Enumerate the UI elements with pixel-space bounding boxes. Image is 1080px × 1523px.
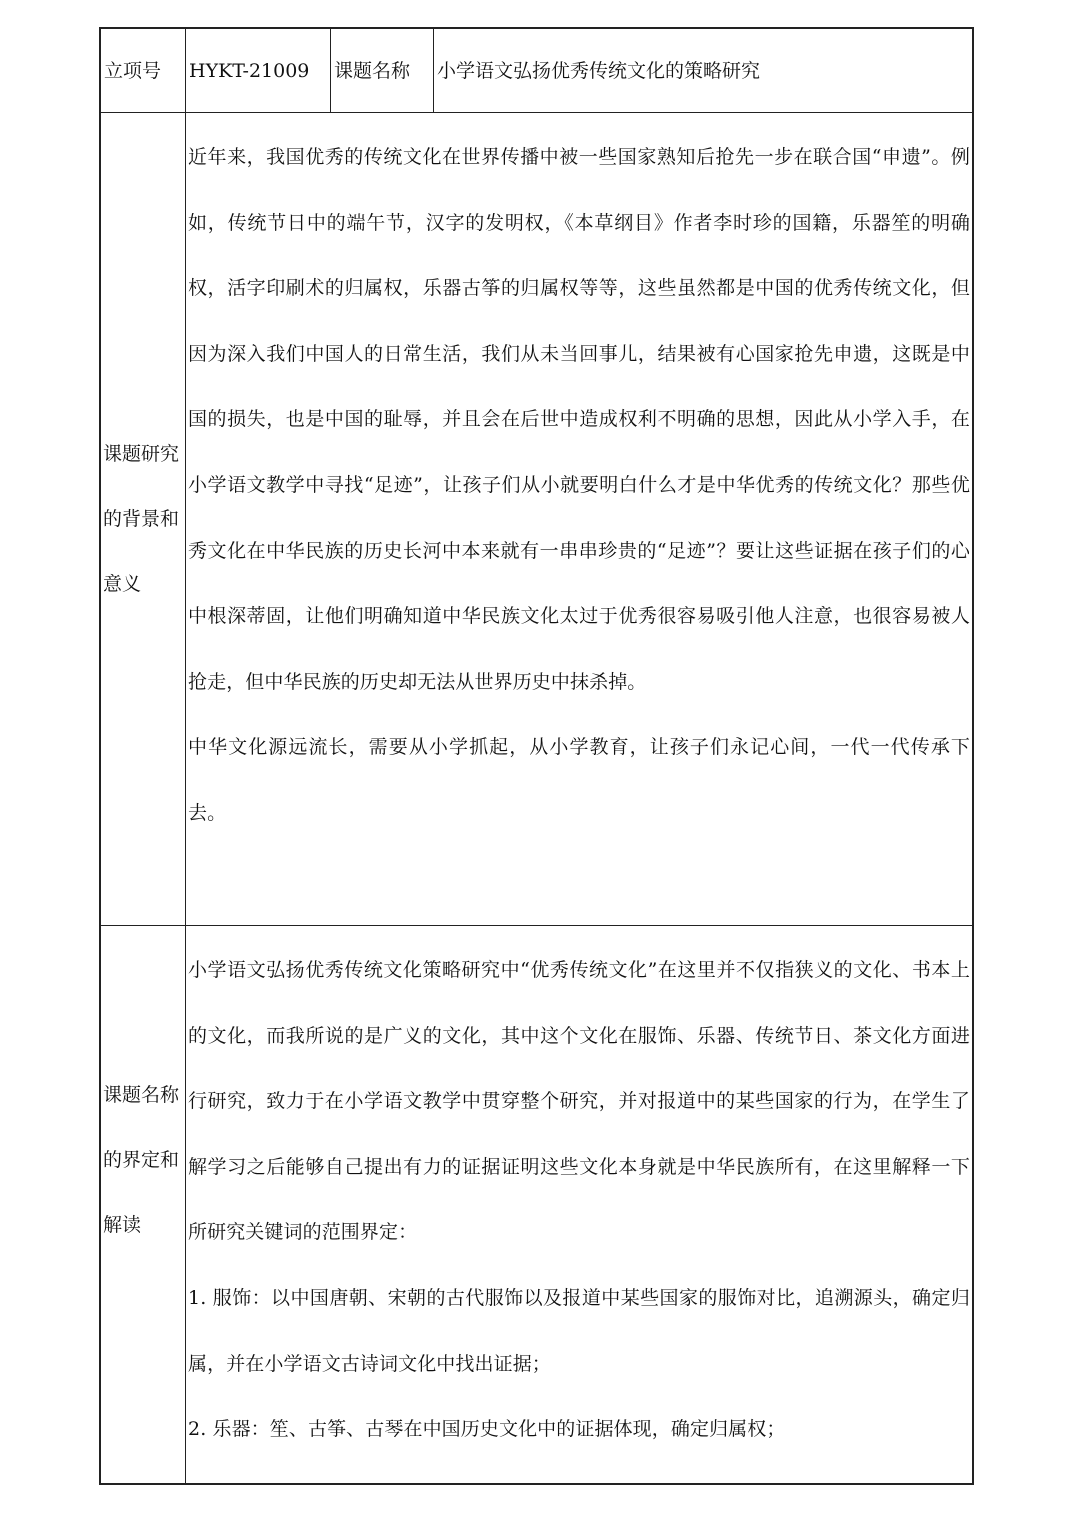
background-label: 课题研究的背景和意义 xyxy=(103,442,180,595)
definition-label: 课题名称的界定和解读 xyxy=(103,1084,180,1236)
project-table xyxy=(99,27,974,1485)
background-label-cell xyxy=(101,113,185,925)
background-content xyxy=(185,113,972,925)
background-paragraph-1: 近年来，我国优秀的传统文化在世界传播中被一些国家熟知后抢先一步在联合国“申遗”。例如，传统节日中的端午节，汉字的发明权，《本草纲目》作者李时珍的国籍，乐器笙的明确权，活字印刷术的归属权，乐器古筝的归属权等等，这些虽然都是中国的优秀传统文化，但因为深入我们中国人的日常生活，我们从未当回事儿，结果被有心国家抢先申遗，这既是中国的损失，也是中国的耻辱，并且会在后世中造成权利不明确的思想，因此从小学入手，在小学语文教学中寻找“足迹”，让孩子们从小就要明白什么才是中华优秀的传统文化？那些优秀文化在中华民族的历史长河中本来就有一串串珍贵的“足迹”？要让这些证据在孩子们的心中根深蒂固，让他们明确知道中华民族文化太过于优秀很容易吸引他人注意，也很容易被人抢走，但中华民族的历史却无法从世界历史中抹杀掉。 xyxy=(188,146,970,693)
definition-row xyxy=(101,925,972,1483)
topic-name-label: 课题名称 xyxy=(330,29,433,112)
topic-name-value: 小学语文弘扬优秀传统文化的策略研究 xyxy=(433,29,972,112)
definition-paragraph-2: 1. 服饰：以中国唐朝、宋朝的古代服饰以及报道中某些国家的服饰对比，追溯源头，确定归属，并在小学语文古诗词文化中找出证据； xyxy=(188,1286,970,1375)
project-no-label: 立项号 xyxy=(104,59,162,82)
definition-content xyxy=(185,926,972,1483)
background-row xyxy=(101,112,972,925)
header-row xyxy=(101,29,972,112)
definition-paragraph-1: 小学语文弘扬优秀传统文化策略研究中“优秀传统文化”在这里并不仅指狭义的文化、书本上的文化，而我所说的是广义的文化，其中这个文化在服饰、乐器、传统节日、茶文化方面进行研究，致力于在小学语文教学中贯穿整个研究，并对报道中的某些国家的行为，在学生了解学习之后能够自己提出有力的证据证明这些文化本身就是中华民族所有，在这里解释一下所研究关键词的范围界定： xyxy=(188,959,970,1244)
definition-label-cell xyxy=(101,926,185,1483)
background-paragraph-2: 中华文化源远流长，需要从小学抓起，从小学教育，让孩子们永记心间，一代一代传承下去。 xyxy=(188,736,970,824)
project-no-value: HYKT-21009 xyxy=(185,29,330,112)
definition-paragraph-3: 2. 乐器：笙、古筝、古琴在中国历史文化中的证据体现，确定归属权； xyxy=(188,1418,786,1441)
